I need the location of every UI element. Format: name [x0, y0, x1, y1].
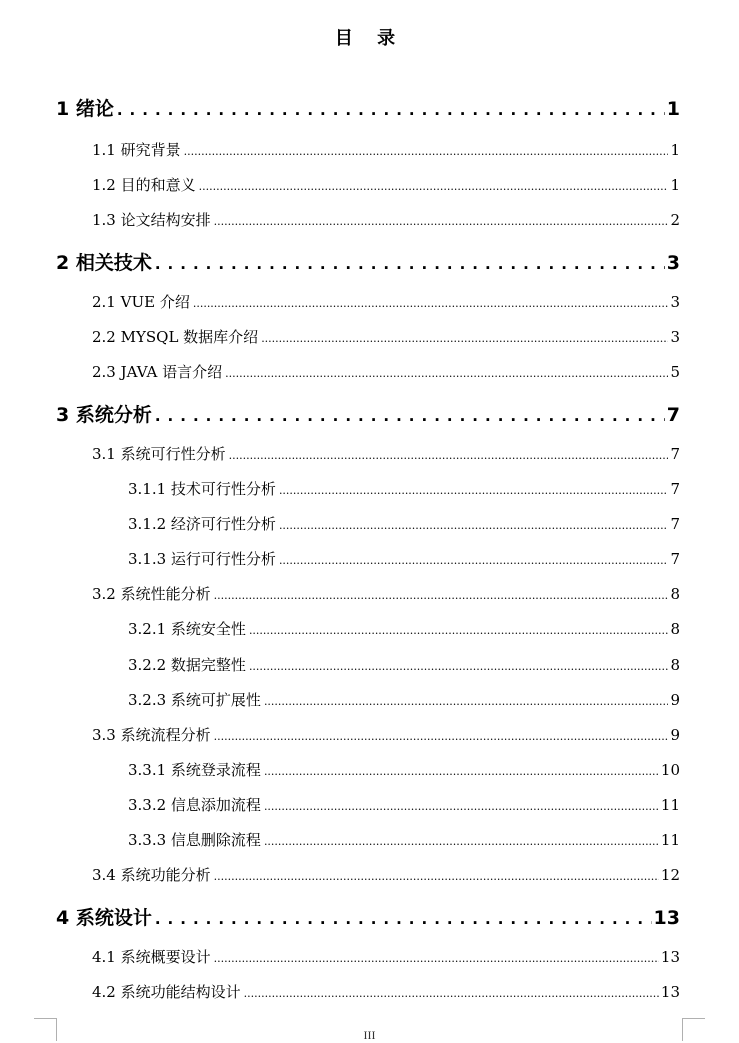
toc-entry-label: 3.2 系统性能分析 — [92, 585, 211, 603]
toc-section-entry[interactable] — [128, 513, 680, 534]
page-number: III — [363, 1028, 376, 1042]
toc-page-number: 13 — [660, 948, 680, 966]
toc-dot-leader — [264, 800, 659, 813]
toc-entry-label: 1.3 论文结构安排 — [92, 211, 211, 229]
toc-dot-leader — [214, 589, 669, 602]
toc-entry-label: 2.2 MYSQL 数据库介绍 — [92, 328, 259, 346]
page-title: 目 录 — [334, 28, 405, 49]
toc-page-number: 9 — [670, 691, 680, 709]
toc-dot-leader — [225, 367, 668, 380]
toc-page-number: 7 — [670, 480, 680, 498]
toc-dot-leader — [279, 519, 669, 532]
toc-page-number: 5 — [670, 363, 680, 381]
toc-entry-label: 3.3.3 信息删除流程 — [128, 831, 261, 849]
toc-section-entry[interactable] — [128, 548, 680, 569]
toc-dot-leader — [249, 660, 669, 673]
toc-entry-label: 3.2.1 系统安全性 — [128, 620, 246, 638]
toc-entry-label: 4 系统设计 — [56, 907, 152, 929]
toc-page-number: 2 — [670, 211, 680, 229]
toc-chapter-entry[interactable] — [56, 94, 680, 121]
toc-page-number: 7 — [670, 550, 680, 568]
toc-page-number: 13 — [653, 907, 680, 929]
toc-page-number: 9 — [670, 726, 680, 744]
toc-dot-leader — [214, 952, 659, 965]
toc-entry-label: 2.3 JAVA 语言介绍 — [92, 363, 223, 381]
toc-section-entry[interactable] — [128, 794, 680, 815]
toc-dot-leader — [199, 180, 669, 193]
toc-dot-leader — [264, 835, 659, 848]
toc-entry-label: 4.1 系统概要设计 — [92, 948, 211, 966]
toc-page-number: 3 — [670, 293, 680, 311]
toc-page-number: 10 — [660, 761, 680, 779]
toc-dot-leader — [214, 730, 669, 743]
toc-page-number: 1 — [670, 141, 680, 159]
toc-section-entry[interactable] — [92, 946, 680, 967]
toc-entry-label: 1.1 研究背景 — [92, 141, 181, 159]
toc-section-entry[interactable] — [128, 829, 680, 850]
toc-section-entry[interactable] — [92, 724, 680, 745]
toc-dot-leader — [279, 484, 669, 497]
toc-section-entry[interactable] — [128, 689, 680, 710]
toc-dot-leader — [261, 332, 668, 345]
toc-section-entry[interactable] — [92, 864, 680, 885]
toc-section-entry[interactable] — [128, 759, 680, 780]
toc-entry-label: 4.2 系统功能结构设计 — [92, 983, 241, 1001]
toc-section-entry[interactable] — [92, 583, 680, 604]
toc-chapter-entry[interactable] — [56, 248, 680, 275]
toc-page-number: 11 — [660, 831, 680, 849]
toc-dot-leader — [214, 870, 659, 883]
toc-dot-leader — [214, 215, 669, 228]
toc-page-number: 13 — [660, 983, 680, 1001]
toc-page-number: 8 — [670, 656, 680, 674]
toc-dot-leader — [229, 449, 669, 462]
toc-page-number: 11 — [660, 796, 680, 814]
toc-dot-leader — [184, 145, 669, 158]
toc-dot-leader — [193, 297, 669, 310]
toc-dot-leader — [264, 765, 659, 778]
toc-section-entry[interactable] — [92, 139, 680, 160]
toc-entry-label: 3.1.3 运行可行性分析 — [128, 550, 276, 568]
toc-section-entry[interactable] — [128, 654, 680, 675]
toc-entry-label: 1.2 目的和意义 — [92, 176, 196, 194]
toc-dot-leader — [279, 554, 669, 567]
toc-entry-label: 3.3 系统流程分析 — [92, 726, 211, 744]
toc-dot-leader — [249, 624, 669, 637]
toc-entry-label: 3.3.2 信息添加流程 — [128, 796, 261, 814]
toc-section-entry[interactable] — [128, 478, 680, 499]
toc-section-entry[interactable] — [128, 618, 680, 639]
toc-dot-leader — [155, 407, 665, 425]
toc-page-number: 7 — [670, 515, 680, 533]
toc-chapter-entry[interactable] — [56, 400, 680, 427]
toc-entry-label: 3.1 系统可行性分析 — [92, 445, 226, 463]
toc-section-entry[interactable] — [92, 174, 680, 195]
toc-section-entry[interactable] — [92, 209, 680, 230]
toc-entry-label: 2 相关技术 — [56, 252, 152, 274]
toc-entry-label: 2.1 VUE 介绍 — [92, 293, 190, 311]
toc-entry-label: 3.2.3 系统可扩展性 — [128, 691, 261, 709]
toc-page-number: 7 — [666, 404, 680, 426]
toc-page-number: 8 — [670, 585, 680, 603]
toc-entry-label: 3.4 系统功能分析 — [92, 866, 211, 884]
toc-dot-leader — [155, 255, 665, 273]
toc-page-number: 12 — [660, 866, 680, 884]
toc-page-number: 1 — [670, 176, 680, 194]
toc-entry-label: 3.2.2 数据完整性 — [128, 656, 246, 674]
toc-page-number: 3 — [670, 328, 680, 346]
toc-dot-leader — [244, 987, 659, 1000]
toc-section-entry[interactable] — [92, 361, 680, 382]
toc-entry-label: 3.1.1 技术可行性分析 — [128, 480, 276, 498]
toc-dot-leader — [155, 910, 652, 928]
toc-page-number: 8 — [670, 620, 680, 638]
toc-page-number: 7 — [670, 445, 680, 463]
toc-section-entry[interactable] — [92, 981, 680, 1002]
toc-section-entry[interactable] — [92, 443, 680, 464]
toc-chapter-entry[interactable] — [56, 903, 680, 930]
toc-section-entry[interactable] — [92, 326, 680, 347]
toc-dot-leader — [264, 695, 669, 708]
toc-page-number: 3 — [666, 252, 680, 274]
toc-entry-label: 1 绪论 — [56, 98, 114, 120]
toc-entry-label: 3 系统分析 — [56, 404, 152, 426]
toc-entry-label: 3.3.1 系统登录流程 — [128, 761, 261, 779]
toc-page-number: 1 — [666, 98, 680, 120]
toc-section-entry[interactable] — [92, 291, 680, 312]
toc-entry-label: 3.1.2 经济可行性分析 — [128, 515, 276, 533]
toc-dot-leader — [117, 101, 665, 119]
